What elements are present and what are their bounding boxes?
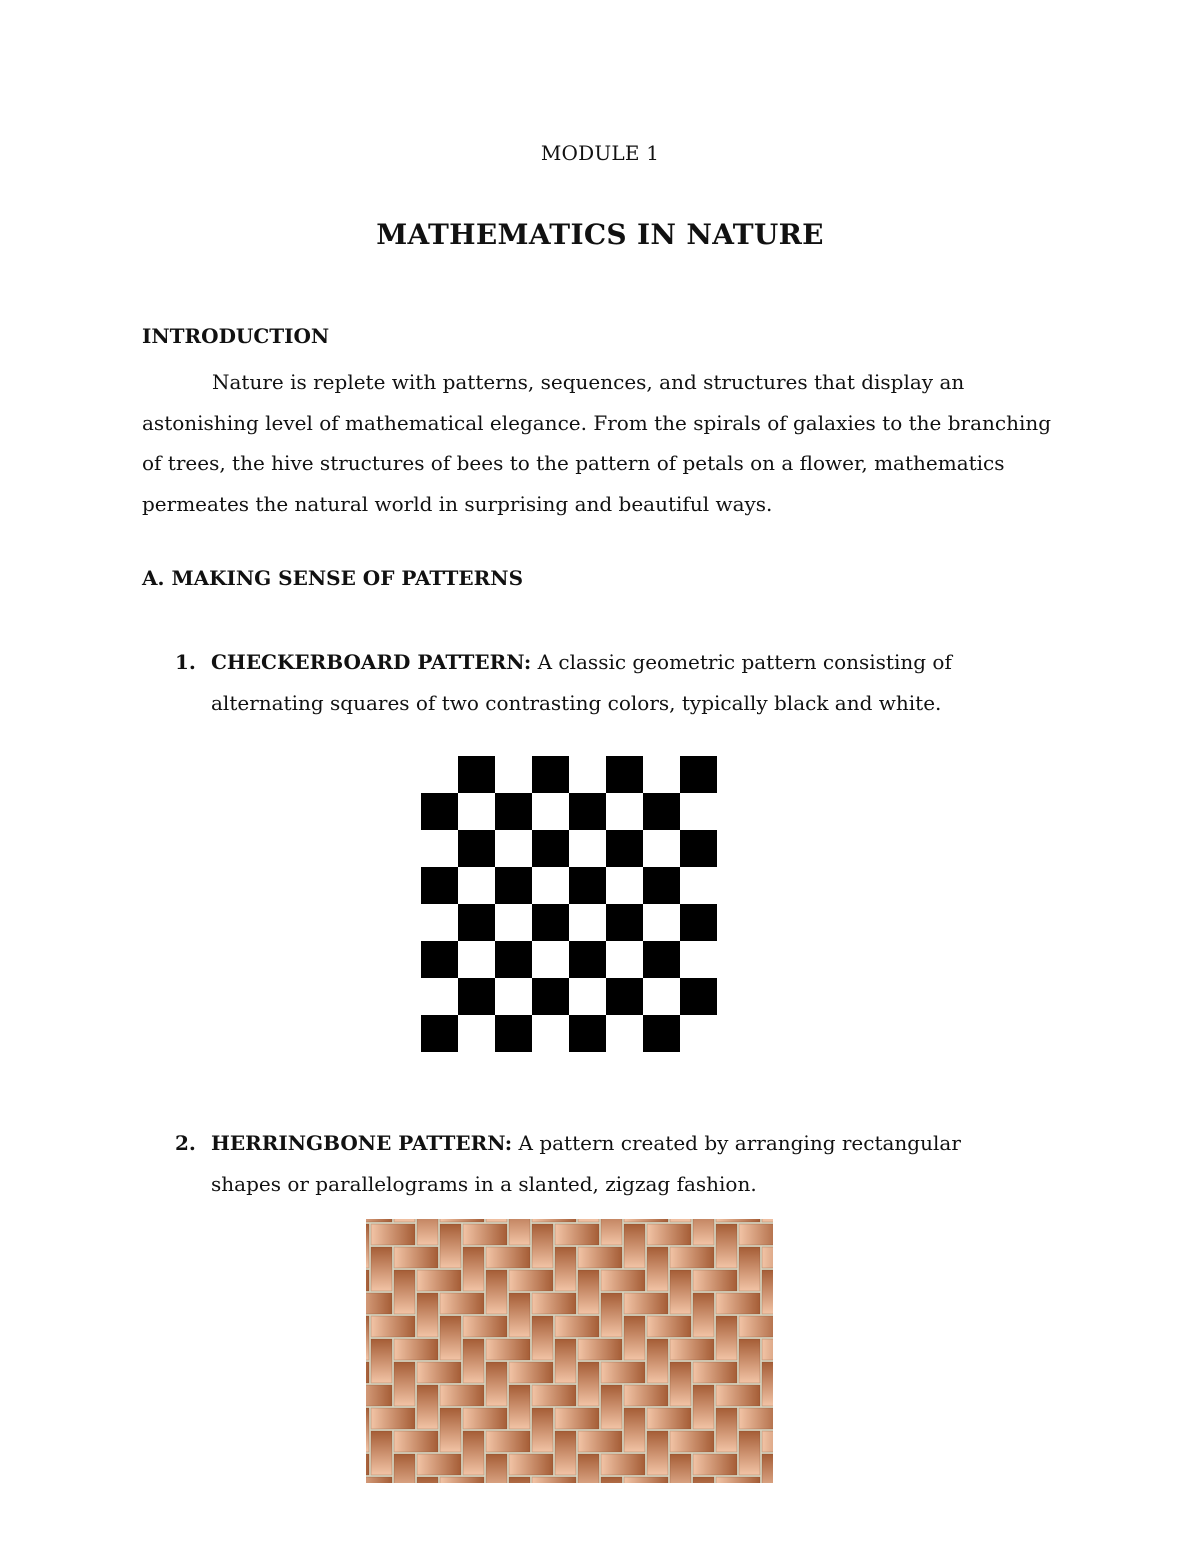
herringbone-tile-horizontal [417,1270,461,1291]
herringbone-tile-horizontal [532,1293,576,1314]
herringbone-tile-horizontal [739,1224,773,1245]
checkerboard-square [680,830,717,867]
herringbone-tile-vertical [716,1408,737,1452]
herringbone-tile-vertical [762,1270,773,1314]
herringbone-tile-vertical [739,1431,760,1475]
checkerboard-figure [421,756,717,1052]
herringbone-tile-horizontal [486,1339,530,1360]
herringbone-tile-vertical [762,1362,773,1406]
checkerboard-square [532,756,569,793]
herringbone-graphic [366,1219,773,1483]
herringbone-tile-horizontal [417,1362,461,1383]
herringbone-tile-horizontal [532,1477,576,1483]
herringbone-tile-vertical [509,1219,530,1245]
herringbone-tile-vertical [601,1385,622,1429]
herringbone-tile-horizontal [366,1219,392,1222]
herringbone-tile-vertical [371,1339,392,1383]
item-text [211,642,1035,723]
herringbone-tile-vertical [440,1224,461,1268]
herringbone-tile-vertical [624,1316,645,1360]
checkerboard-square [680,978,717,1015]
herringbone-tile-horizontal [578,1431,622,1452]
herringbone-tile-vertical [601,1219,622,1245]
herringbone-tile-horizontal [647,1224,691,1245]
herringbone-tile-vertical [486,1219,507,1222]
document-title: MATHEMATICS IN NATURE [376,218,824,251]
herringbone-tile-horizontal [371,1408,415,1429]
herringbone-figure [366,1219,773,1483]
checkerboard-square [458,756,495,793]
herringbone-tile-vertical [647,1247,668,1291]
herringbone-tile-vertical [463,1339,484,1383]
herringbone-tile-vertical [463,1247,484,1291]
herringbone-tile-horizontal [440,1293,484,1314]
item-term: CHECKERBOARD PATTERN: [211,650,532,674]
herringbone-tile-vertical [371,1247,392,1291]
herringbone-tile-vertical [486,1454,507,1483]
checkerboard-square [458,978,495,1015]
herringbone-tile-horizontal [624,1293,668,1314]
item-number: 2. [175,1131,196,1155]
checkerboard-square [606,904,643,941]
herringbone-tile-horizontal [716,1477,760,1483]
herringbone-tile-vertical [371,1431,392,1475]
checkerboard-square [421,867,458,904]
herringbone-tile-vertical [739,1339,760,1383]
herringbone-tile-horizontal [693,1362,737,1383]
checkerboard-square [680,904,717,941]
checkerboard-square [495,867,532,904]
herringbone-tile-horizontal [371,1316,415,1337]
herringbone-tile-vertical [394,1219,415,1222]
herringbone-tile-horizontal [440,1477,484,1483]
herringbone-tile-vertical [716,1316,737,1360]
checkerboard-square [569,867,606,904]
checkerboard-square [606,978,643,1015]
herringbone-tile-vertical [486,1362,507,1406]
herringbone-tile-vertical [647,1339,668,1383]
herringbone-tile-horizontal [762,1339,773,1360]
checkerboard-square [680,756,717,793]
herringbone-tile-vertical [762,1454,773,1483]
checkerboard-square [421,793,458,830]
herringbone-tile-horizontal [366,1454,369,1475]
herringbone-tile-vertical [417,1219,438,1245]
herringbone-tile-vertical [693,1219,714,1245]
herringbone-tile-horizontal [601,1362,645,1383]
herringbone-tile-horizontal [693,1454,737,1475]
herringbone-tile-vertical [555,1247,576,1291]
herringbone-tile-vertical [509,1385,530,1429]
herringbone-tile-horizontal [417,1454,461,1475]
checkerboard-square [569,941,606,978]
herringbone-tile-vertical [394,1270,415,1314]
checkerboard-square [421,941,458,978]
pattern-item-checkerboard [175,642,1035,723]
herringbone-tile-vertical [624,1408,645,1452]
herringbone-tile-horizontal [509,1270,553,1291]
herringbone-tile-horizontal [693,1270,737,1291]
herringbone-tile-horizontal [601,1270,645,1291]
herringbone-tile-vertical [366,1224,369,1268]
herringbone-tile-horizontal [670,1431,714,1452]
herringbone-tile-horizontal [670,1339,714,1360]
herringbone-tile-vertical [509,1293,530,1337]
herringbone-tile-horizontal [463,1408,507,1429]
herringbone-tile-vertical [670,1219,691,1222]
herringbone-tile-horizontal [647,1408,691,1429]
herringbone-tile-vertical [417,1293,438,1337]
checkerboard-square [643,1015,680,1052]
herringbone-tile-vertical [532,1224,553,1268]
herringbone-tile-vertical [624,1224,645,1268]
herringbone-tile-horizontal [762,1247,773,1268]
item-description: A pattern created by arranging rectangular shapes or parallelograms in a slanted, zigzag fashion. [211,1131,961,1196]
checkerboard-square [495,941,532,978]
checkerboard-square [569,1015,606,1052]
herringbone-tile-vertical [578,1362,599,1406]
herringbone-tile-vertical [670,1454,691,1483]
pattern-item-herringbone [175,1123,1035,1204]
introduction-heading: INTRODUCTION [142,324,330,348]
herringbone-tile-vertical [716,1224,737,1268]
herringbone-tile-horizontal [739,1316,773,1337]
checkerboard-graphic [421,756,717,1052]
checkerboard-square [421,1015,458,1052]
herringbone-tile-horizontal [366,1385,392,1406]
herringbone-tile-horizontal [440,1385,484,1406]
checkerboard-square [458,830,495,867]
checkerboard-square [495,793,532,830]
herringbone-tile-vertical [693,1477,714,1483]
herringbone-tile-horizontal [463,1316,507,1337]
herringbone-tile-vertical [532,1316,553,1360]
herringbone-tile-vertical [670,1270,691,1314]
checkerboard-square [643,867,680,904]
item-description: A classic geometric pattern consisting of alternating squares of two contrasting colors, typically black and white. [211,650,952,715]
checkerboard-square [606,830,643,867]
herringbone-tile-vertical [601,1477,622,1483]
herringbone-tile-vertical [601,1293,622,1337]
herringbone-tile-vertical [440,1316,461,1360]
herringbone-tile-horizontal [555,1408,599,1429]
checkerboard-square [532,904,569,941]
herringbone-tile-horizontal [366,1362,369,1383]
herringbone-tile-horizontal [486,1431,530,1452]
herringbone-tile-horizontal [509,1454,553,1475]
herringbone-tile-horizontal [532,1219,576,1222]
herringbone-tile-horizontal [762,1431,773,1452]
herringbone-tile-horizontal [463,1224,507,1245]
herringbone-tile-horizontal [739,1408,773,1429]
herringbone-tile-vertical [578,1219,599,1222]
herringbone-tile-vertical [693,1293,714,1337]
herringbone-tile-vertical [366,1316,369,1360]
herringbone-tile-vertical [463,1431,484,1475]
herringbone-tile-horizontal [394,1339,438,1360]
item-number: 1. [175,650,196,674]
herringbone-tile-horizontal [624,1477,668,1483]
checkerboard-square [569,793,606,830]
checkerboard-square [495,1015,532,1052]
herringbone-tile-horizontal [716,1385,760,1406]
checkerboard-square [532,978,569,1015]
herringbone-tile-horizontal [366,1293,392,1314]
herringbone-tile-horizontal [716,1219,760,1222]
checkerboard-square [643,793,680,830]
item-text [211,1123,1035,1204]
checkerboard-square [532,830,569,867]
herringbone-tile-vertical [486,1270,507,1314]
item-term: HERRINGBONE PATTERN: [211,1131,513,1155]
herringbone-tile-horizontal [366,1477,392,1483]
herringbone-tile-horizontal [366,1270,369,1291]
herringbone-tile-horizontal [486,1247,530,1268]
herringbone-tile-horizontal [578,1339,622,1360]
herringbone-tile-horizontal [394,1247,438,1268]
herringbone-tile-vertical [509,1477,530,1483]
herringbone-tile-vertical [647,1431,668,1475]
herringbone-tile-vertical [762,1219,773,1222]
herringbone-tile-vertical [693,1385,714,1429]
herringbone-tile-vertical [394,1362,415,1406]
introduction-paragraph: Nature is replete with patterns, sequences, and structures that display an astonishing level of mathematical elegance. From the spirals of galaxies to the branching of trees, the hive structures of bees to the pattern of petals on a flower, mathematics permeates the natural world in surprising and beautiful ways. [142,370,1052,516]
checkerboard-square [606,756,643,793]
checkerboard-square [643,941,680,978]
herringbone-tile-horizontal [716,1293,760,1314]
herringbone-tile-horizontal [624,1385,668,1406]
herringbone-tile-horizontal [440,1219,484,1222]
herringbone-tile-vertical [578,1270,599,1314]
module-label: MODULE 1 [540,141,660,165]
section-a-heading: A. MAKING SENSE OF PATTERNS [142,566,524,590]
herringbone-tile-vertical [440,1408,461,1452]
herringbone-tile-vertical [555,1339,576,1383]
herringbone-tile-vertical [417,1385,438,1429]
herringbone-tile-horizontal [647,1316,691,1337]
herringbone-tile-vertical [555,1431,576,1475]
herringbone-tile-horizontal [624,1219,668,1222]
herringbone-tile-vertical [417,1477,438,1483]
herringbone-tile-vertical [739,1247,760,1291]
herringbone-tile-vertical [670,1362,691,1406]
herringbone-tile-horizontal [670,1247,714,1268]
herringbone-tile-horizontal [555,1316,599,1337]
herringbone-tile-vertical [532,1408,553,1452]
herringbone-tile-horizontal [394,1431,438,1452]
herringbone-tile-horizontal [555,1224,599,1245]
herringbone-tile-vertical [394,1454,415,1483]
herringbone-tile-horizontal [532,1385,576,1406]
herringbone-tile-horizontal [371,1224,415,1245]
checkerboard-square [458,904,495,941]
herringbone-tile-horizontal [509,1362,553,1383]
herringbone-tile-horizontal [578,1247,622,1268]
herringbone-tile-vertical [578,1454,599,1483]
herringbone-tile-vertical [366,1408,369,1452]
herringbone-tile-horizontal [601,1454,645,1475]
